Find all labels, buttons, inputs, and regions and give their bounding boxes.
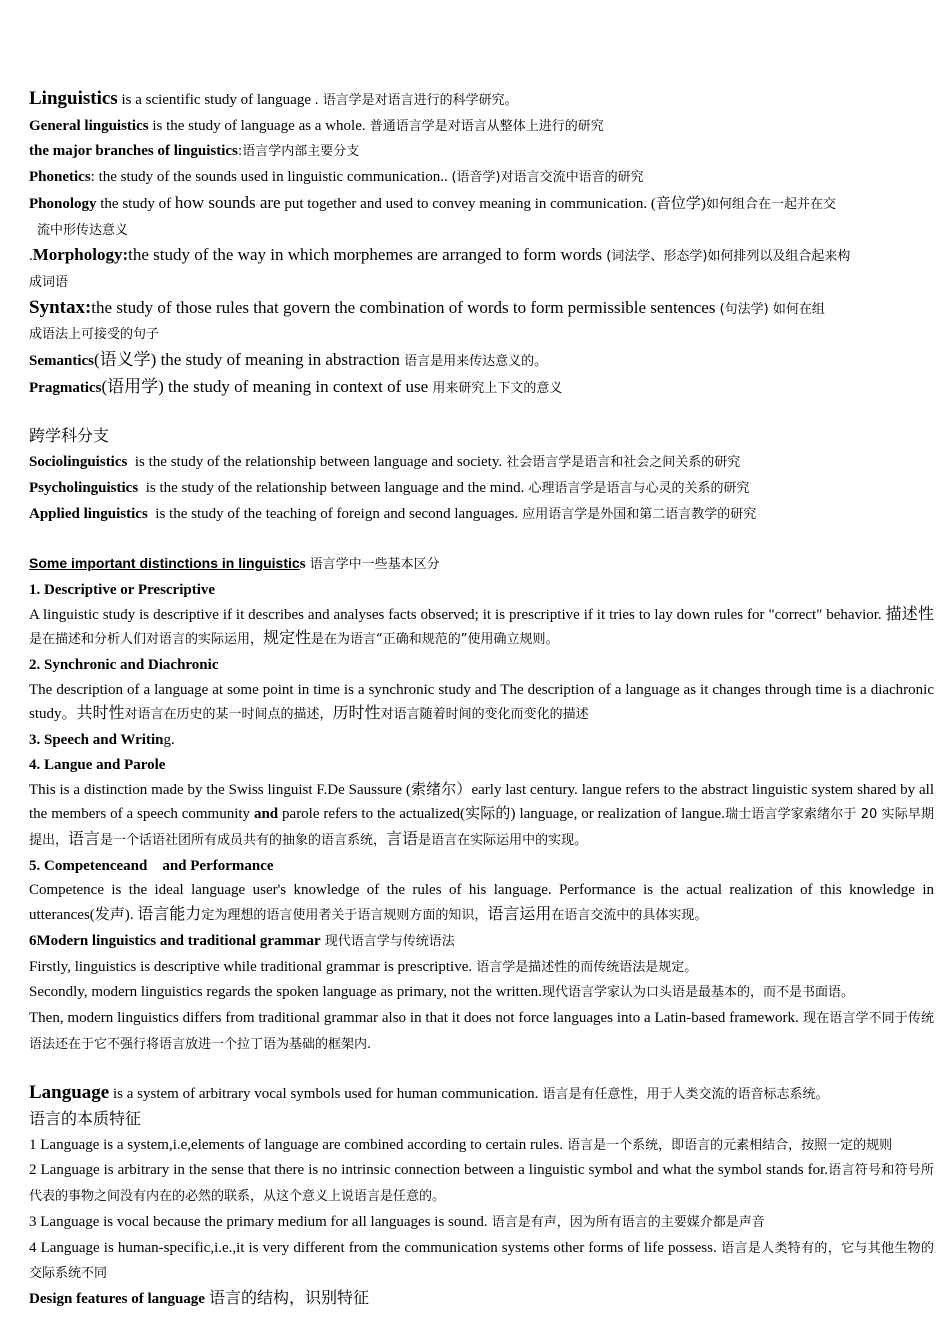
text: 1 Language is a system,i.e,elements of language are combined according to certain rules. (29, 1136, 563, 1153)
term: General linguistics (29, 117, 149, 134)
text: . (29, 248, 33, 265)
chinese-note: 流中形传达意义 (37, 222, 129, 238)
text: (语义学) the study of meaning in abstraction (94, 350, 400, 370)
term: Syntax: (29, 296, 92, 318)
distinction-3-heading (29, 728, 934, 753)
definition-semantics (29, 348, 934, 375)
spacer (29, 401, 934, 425)
text: 2 Language is arbitrary in the sense that there is no intrinsic connection between a linguistic symbol and what the symbol stands for. (29, 1162, 828, 1179)
chinese-term: 规定性 (263, 630, 312, 648)
text: how sounds are (174, 192, 281, 212)
chinese-note: (语音学)对语言交流中语音的研究 (451, 170, 644, 186)
term: Psycholinguistics (29, 479, 139, 496)
text: g. (163, 732, 175, 749)
chinese-note: 语言学是描述性的而传统语法是规定。 (472, 959, 698, 975)
chinese-note: 语言学中一些基本区分 (305, 557, 440, 573)
heading-design-features (29, 1287, 934, 1312)
chinese-note: 普通语言学是对语言从整体上进行的研究 (365, 118, 604, 134)
chinese-term: 语言运用 (487, 906, 552, 924)
definition-morphology (29, 243, 934, 270)
term: Phonology (29, 195, 97, 212)
chinese-note: 是一个话语社团所有成员共有的抽象的语言系统， (100, 832, 387, 848)
chinese-note: 心理语言学是语言与心灵的关系的研究 (524, 480, 750, 496)
heading-distinctions (29, 551, 934, 578)
underlined-heading: Some important distinctions in linguistic (29, 555, 300, 572)
chinese-note: 语言是人类特有的，它与其他生物的交际系统不同 (29, 1240, 934, 1282)
distinction-4-heading: 4. Langue and Parole (29, 756, 166, 773)
definition-sociolinguistics (29, 450, 934, 476)
definition-linguistics (29, 87, 934, 114)
text: (语用学) the study of meaning in context of use (101, 376, 429, 396)
term: Semantics (29, 353, 94, 370)
definition-psycholinguistics (29, 476, 934, 502)
distinction-1-text (29, 603, 934, 653)
feature-4 (29, 1236, 934, 1287)
definition-phonology (29, 191, 934, 218)
chinese-note: 是在为语言“正确和规范的”使用确立规则。 (311, 632, 559, 648)
text: put together and used to convey meaning in communication. (音位学) (280, 195, 706, 212)
morphology-continuation (29, 270, 934, 296)
definition-pragmatics (29, 375, 934, 402)
chinese-term: 言语 (386, 830, 419, 848)
heading-interdisciplinary (29, 425, 934, 450)
chinese-note: 语言是有任意性，用于人类交流的语音标志系统。 (538, 1087, 829, 1103)
text: This is a distinction made by the Swiss linguist F.De Saussure (索绪尔）early last century. langue refers to the abstract linguistic system shared by all the members of a speech community (29, 781, 934, 823)
chinese-note: 语言是一个系统，即语言的元素相结合，按照一定的规则 (562, 1137, 893, 1153)
text: the study of the way in which morphemes are arranged to form words (128, 245, 603, 265)
text: : the study of the sounds used in linguistic communication.. (90, 169, 452, 186)
term: Pragmatics (29, 379, 102, 396)
text: is the study of language as a whole. (148, 117, 366, 134)
phonology-continuation (29, 218, 934, 244)
distinction-6-heading (29, 929, 934, 955)
chinese-note: 对语言随着时间的变化而变化的描述 (380, 707, 589, 723)
chinese-note: 对语言在历史的某一时间点的描述， (124, 707, 333, 723)
heading: 6Modern linguistics and traditional grammar (29, 932, 321, 949)
definition-general-linguistics (29, 114, 934, 140)
chinese-note: 现代语言学家认为口头语是最基本的，而不是书面语。 (541, 985, 854, 1001)
text: parole refers to the actualized(实际的) language, or realization of langue. (278, 806, 725, 823)
heading: 3. Speech and Writin (29, 732, 164, 749)
chinese-term: 语言能力 (137, 906, 202, 924)
chinese-note: 在语言交流中的具体实现。 (551, 908, 708, 924)
distinction-2-heading: 2. Synchronic and Diachronic (29, 657, 219, 674)
distinction-2-text (29, 678, 934, 728)
feature-1 (29, 1133, 934, 1159)
chinese-term: 历时性 (332, 705, 381, 723)
chinese-note: 现在语言学不同于传统语法还在于它不强行将语言放进一个拉丁语为基础的框架内. (29, 1010, 934, 1052)
heading-essential-features (29, 1108, 934, 1133)
chinese-note: 定为理想的语言使用者关于语言规则方面的知识， (201, 908, 488, 924)
chinese-note: 语言的结构，识别特征 (204, 1289, 369, 1307)
distinction-5-heading: 5. Competenceand and Performance (29, 857, 274, 874)
definition-applied-linguistics (29, 502, 934, 528)
chinese-note: 社会语言学是语言和社会之间关系的研究 (502, 455, 741, 471)
chinese-note: 是在描述和分析人们对语言的实际运用， (29, 632, 264, 648)
chinese-note: 语言符号和符号所代表的事物之间没有内在的必然的联系，从这个意义上说语言是任意的。 (29, 1163, 934, 1205)
text: A linguistic study is descriptive if it describes and analyses facts observed; it is prescriptive if it tries to lay down rules for "correct" behavior. (29, 606, 886, 623)
chinese-heading: 跨学科分支 (29, 428, 110, 446)
chinese-note: 语言是用来传达意义的。 (399, 354, 548, 370)
chinese-note: (词法学、形态学)如何排列以及组合起来构 (602, 249, 851, 265)
distinction-6-point-2 (29, 980, 934, 1006)
chinese-heading: 语言的本质特征 (29, 1111, 142, 1129)
chinese-note: 语言学是对语言进行的科学研究。 (318, 93, 518, 108)
term: Linguistics (29, 88, 118, 109)
text: the study of (96, 195, 175, 212)
chinese-note: 是语言在实际运用中的实现。 (418, 832, 588, 848)
feature-3 (29, 1210, 934, 1236)
distinction-1-heading: 1. Descriptive or Prescriptive (29, 581, 216, 598)
text: is a scientific study of language . (117, 92, 319, 108)
text: is the study of the teaching of foreign and second languages. (147, 505, 519, 522)
chinese-note: :语言学内部主要分支 (237, 144, 360, 160)
text: s (299, 556, 306, 573)
chinese-note: 语言是有声，因为所有语言的主要媒介都是声音 (487, 1214, 765, 1230)
term: Language (29, 1082, 110, 1104)
term: Applied linguistics (29, 505, 148, 522)
chinese-note: 如何组合在一起并在交 (705, 196, 836, 212)
term: Sociolinguistics (29, 454, 128, 471)
chinese-note: 现代语言学与传统语法 (320, 933, 455, 949)
text: Firstly, linguistics is descriptive while traditional grammar is prescriptive. (29, 958, 473, 975)
definition-phonetics (29, 165, 934, 191)
heading-major-branches (29, 139, 934, 165)
text: Competence is the ideal language user's knowledge of the rules of his language. Performance is the actual realization of this knowledge in utterances(发声). (29, 882, 934, 924)
text: 3 Language is vocal because the primary medium for all languages is sound. (29, 1213, 488, 1230)
definition-language (29, 1081, 934, 1108)
text: the study of those rules that govern the combination of words to form permissible sentences (91, 297, 716, 317)
distinction-6-point-1 (29, 955, 934, 981)
chinese-term: 共时性 (76, 705, 125, 723)
distinction-4-text (29, 778, 934, 854)
chinese-note: 成语法上可接受的句子 (29, 327, 160, 343)
term: the major branches of linguistics (29, 143, 238, 160)
distinction-6-point-3 (29, 1006, 934, 1057)
spacer (29, 527, 934, 551)
spacer (29, 1057, 934, 1081)
distinction-5-text (29, 878, 934, 928)
text: The description of a language at some point in time is a synchronic study and The description of a language as it changes through time is a diachronic study。 (29, 681, 934, 723)
term: Morphology: (32, 245, 129, 265)
chinese-note: 应用语言学是外国和第二语言教学的研究 (518, 506, 757, 522)
text: is a system of arbitrary vocal symbols used for human communication. (109, 1086, 539, 1103)
chinese-note: 成词语 (29, 274, 69, 290)
syntax-continuation (29, 322, 934, 348)
chinese-note: (句法学) 如何在组 (715, 301, 825, 317)
text: 4 Language is human-specific,i.e.,it is very different from the communication systems other forms of life possess. (29, 1239, 717, 1256)
chinese-term: 描述性 (885, 605, 934, 623)
text: Then, modern linguistics differs from traditional grammar also in that it does not force languages into a Latin-based framework. (29, 1009, 799, 1026)
chinese-note: 瑞士语言学家索绪尔于 20 实际早期提出， (29, 807, 934, 848)
text: is the study of the relationship between language and society. (127, 454, 503, 471)
text: Secondly, modern linguistics regards the spoken language as primary, not the written. (29, 984, 542, 1001)
chinese-term: 语言 (68, 830, 101, 848)
definition-syntax (29, 296, 934, 323)
term: Phonetics (29, 169, 91, 186)
chinese-note: 用来研究上下文的意义 (428, 380, 563, 396)
term: Design features of language (29, 1290, 205, 1307)
feature-2 (29, 1158, 934, 1209)
text: and (253, 806, 279, 823)
text: is the study of the relationship between language and the mind. (138, 479, 525, 496)
